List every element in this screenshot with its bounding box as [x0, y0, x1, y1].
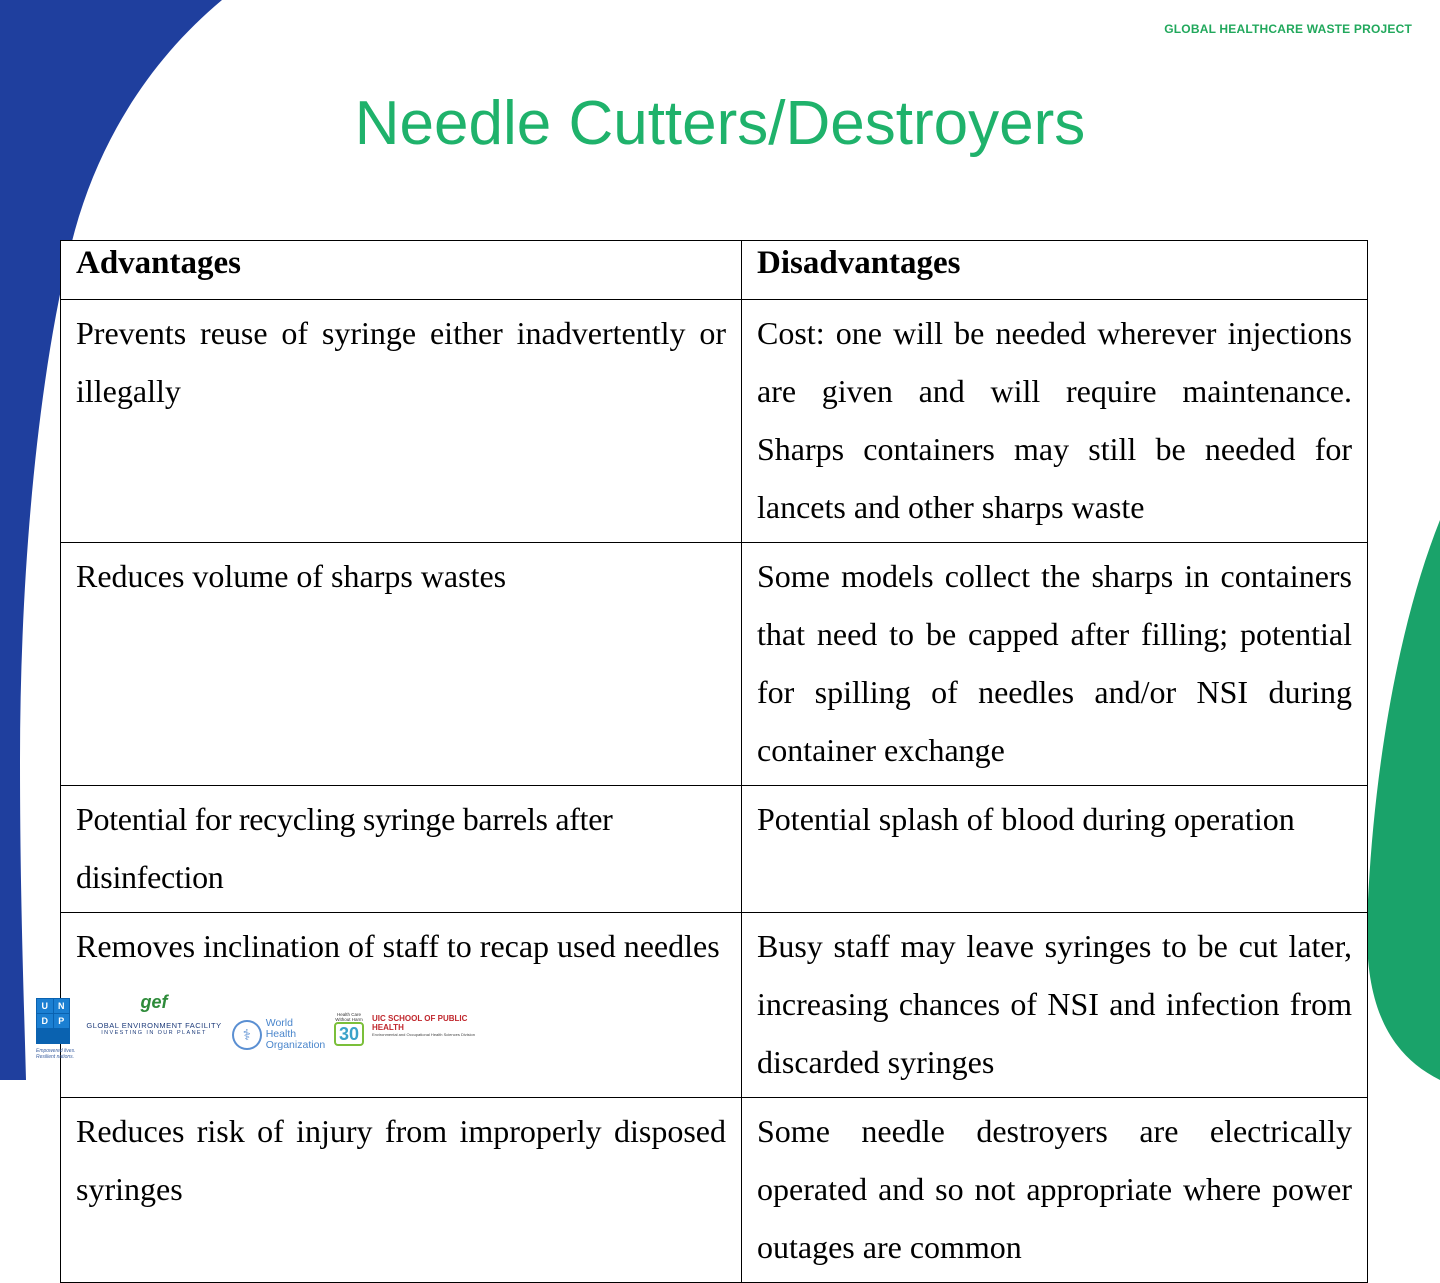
undp-logo — [36, 998, 70, 1044]
gef-mark: gef — [140, 992, 168, 1012]
undp-letter: N — [54, 999, 70, 1013]
disadvantage-cell: Some needle destroyers are electrically operated and so not appropriate where power outages are common — [742, 1098, 1368, 1283]
gef-logo — [84, 992, 224, 1036]
project-header-tag: GLOBAL HEALTHCARE WASTE PROJECT — [1164, 22, 1412, 36]
undp-tagline: Empowered lives. Resilient nations. — [36, 1048, 76, 1060]
comparison-table — [60, 240, 1368, 1283]
undp-letter: D — [37, 1014, 53, 1028]
undp-letter: P — [54, 1014, 70, 1028]
table-row — [61, 786, 1368, 913]
disadvantage-cell: Some models collect the sharps in containers that need to be capped after filling; potential for spilling of needles and/or NSI during container exchange — [742, 543, 1368, 786]
who-name-line1: World Health — [265, 1017, 297, 1040]
who-name-line2: Organization — [265, 1039, 326, 1051]
undp-letter: U — [37, 999, 53, 1013]
advantage-cell: Reduces volume of sharps wastes — [61, 543, 742, 786]
who-emblem-icon: ⚕ — [232, 1020, 262, 1050]
column-header-disadvantages: Disadvantages — [742, 241, 1368, 300]
table-header-row — [61, 241, 1368, 300]
uic-division: Environmental and Occupational Health Sciences Division — [372, 1032, 475, 1037]
gef-tagline: INVESTING IN OUR PLANET — [101, 1030, 207, 1036]
column-header-advantages: Advantages — [61, 241, 742, 300]
advantage-cell: Removes inclination of staff to recap used needles — [61, 913, 742, 1098]
hcwh-number: 30 — [334, 1022, 364, 1046]
right-green-swoosh — [1367, 520, 1440, 1080]
table-row — [61, 1098, 1368, 1283]
gef-name: GLOBAL ENVIRONMENT FACILITY — [86, 1021, 222, 1030]
advantage-cell: Prevents reuse of syringe either inadvertently or illegally — [61, 300, 742, 543]
disadvantage-cell: Cost: one will be needed wherever injections are given and will require maintenance. Sharps containers may still be needed for lancets and other sharps waste — [742, 300, 1368, 543]
hcwh-label: Health Care Without Harm — [335, 1012, 363, 1022]
hcwh-logo — [334, 1012, 364, 1046]
table-row — [61, 913, 1368, 1098]
disadvantage-cell: Busy staff may leave syringes to be cut later, increasing chances of NSI and infection from discarded syringes — [742, 913, 1368, 1098]
table-row — [61, 543, 1368, 786]
advantage-cell: Potential for recycling syringe barrels after disinfection — [61, 786, 742, 913]
disadvantage-cell: Potential splash of blood during operation — [742, 786, 1368, 913]
uic-logo — [372, 1014, 482, 1037]
advantage-cell: Reduces risk of injury from improperly disposed syringes — [61, 1098, 742, 1283]
who-logo — [232, 1018, 326, 1051]
table-row — [61, 300, 1368, 543]
uic-name: UIC SCHOOL OF PUBLIC HEALTH — [372, 1014, 468, 1032]
slide-title: Needle Cutters/Destroyers — [354, 89, 1086, 158]
